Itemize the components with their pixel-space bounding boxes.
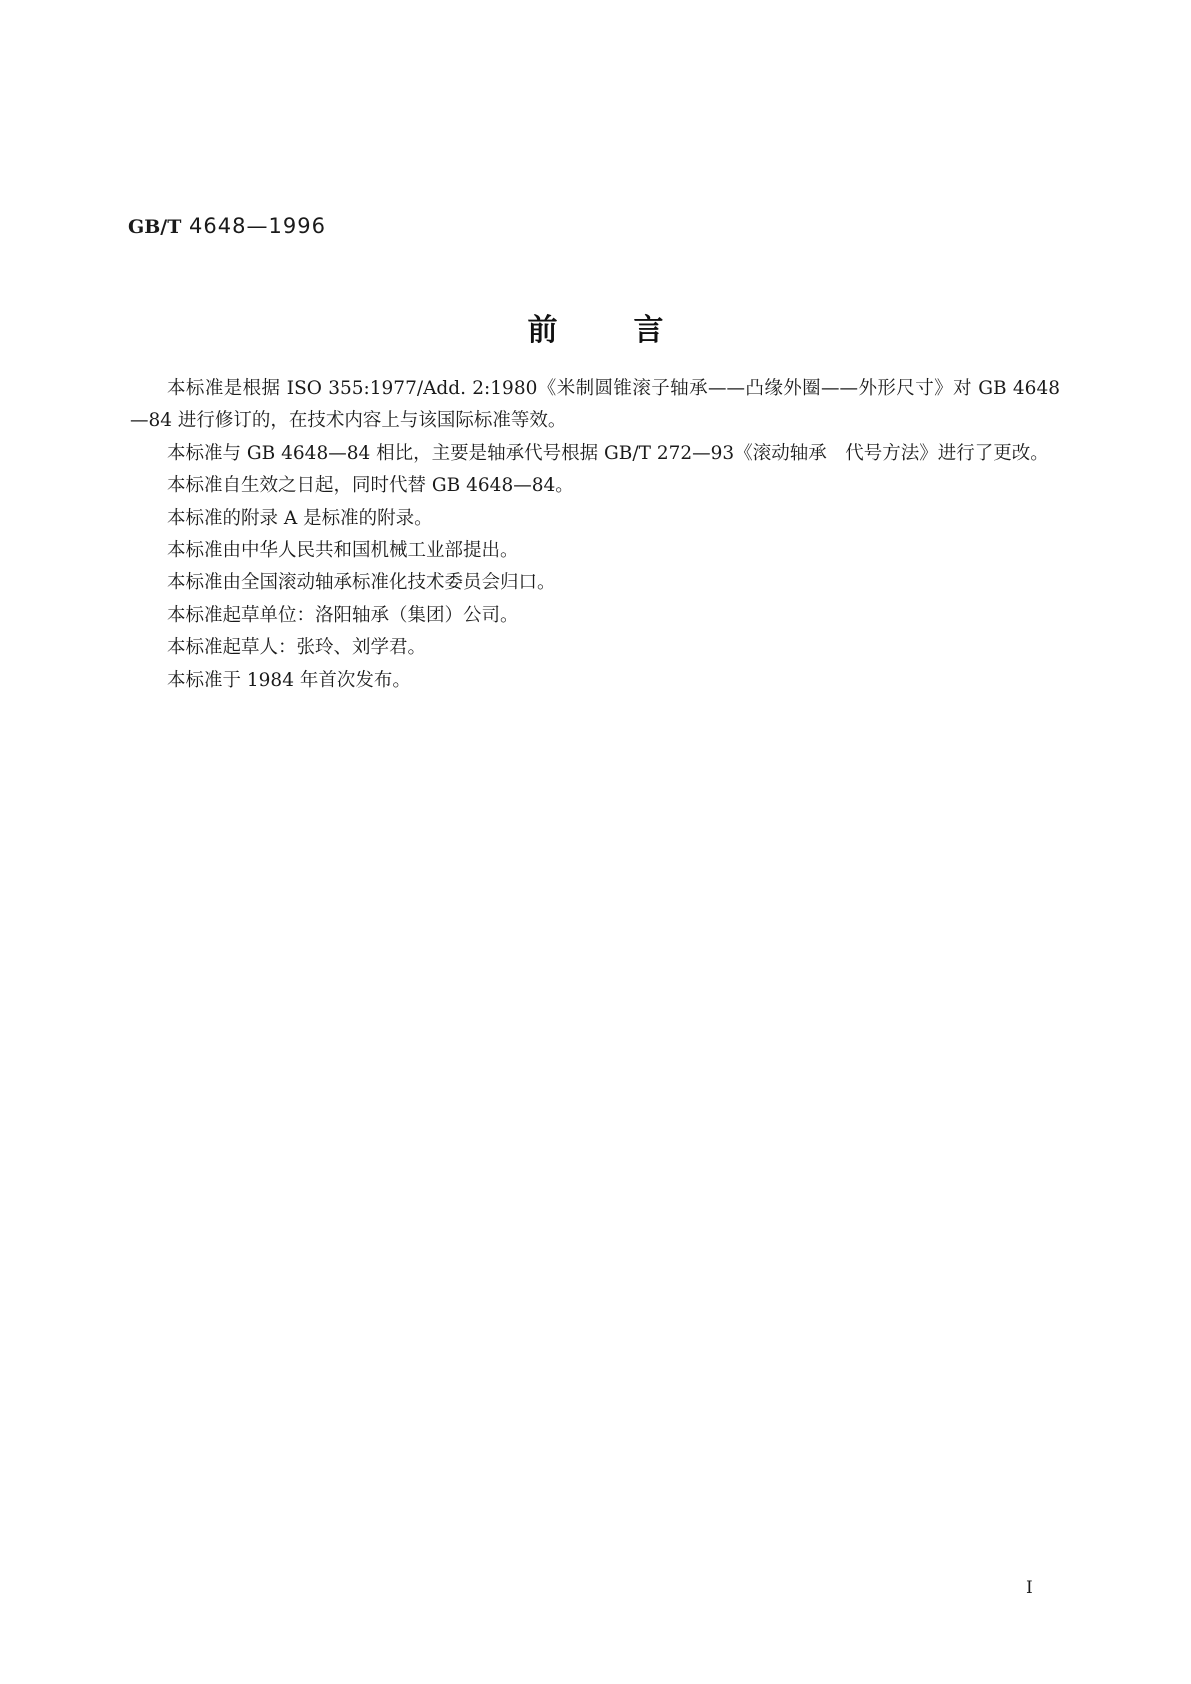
paragraph-replaces: 本标准自生效之日起，同时代替 GB 4648—84。 bbox=[167, 475, 574, 497]
paragraph-centralized-by: 本标准由全国滚动轴承标准化技术委员会归口。 bbox=[167, 572, 556, 594]
page-title: 前言 bbox=[527, 313, 740, 348]
standard-code: 4648—1996 bbox=[181, 214, 326, 238]
paragraph-changes: 本标准与 GB 4648—84 相比，主要是轴承代号根据 GB/T 272—93《滚动轴承 代号方法》进行了更改。 bbox=[167, 442, 1049, 464]
page-number: I bbox=[1026, 1578, 1033, 1598]
standard-prefix: GB/T bbox=[128, 216, 182, 238]
standard-number bbox=[128, 214, 326, 238]
paragraph-drafting-unit: 本标准起草单位：洛阳轴承（集团）公司。 bbox=[167, 604, 519, 626]
paragraph-appendix: 本标准的附录 A 是标准的附录。 bbox=[167, 507, 433, 529]
paragraph-drafters: 本标准起草人：张玲、刘学君。 bbox=[167, 637, 427, 659]
paragraph-proposed-by: 本标准由中华人民共和国机械工业部提出。 bbox=[167, 540, 519, 562]
foreword-body bbox=[130, 373, 1060, 697]
paragraph-basis: 本标准是根据 ISO 355:1977/Add. 2:1980《米制圆锥滚子轴承——凸缘外圈——外形尺寸》对 GB 4648—84 进行修订的，在技术内容上与该国际标准等效。 bbox=[130, 378, 1060, 432]
paragraph-first-issued: 本标准于 1984 年首次发布。 bbox=[167, 669, 411, 691]
